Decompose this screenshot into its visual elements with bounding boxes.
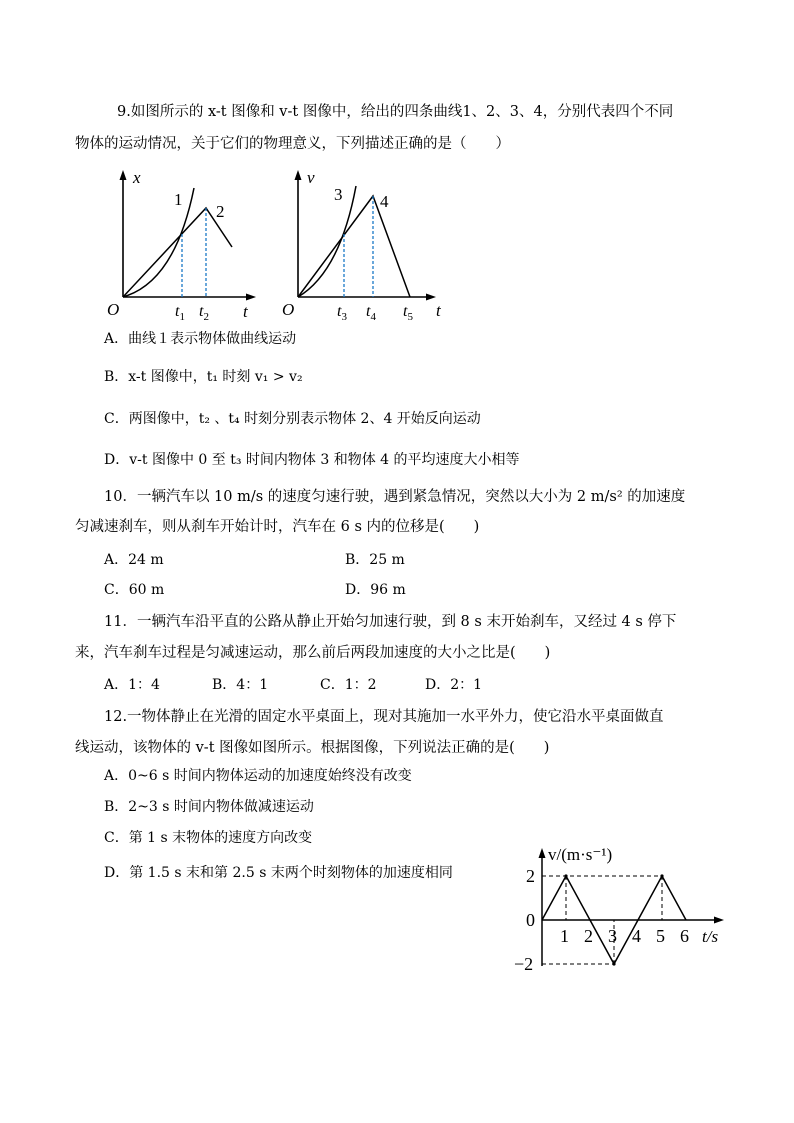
- tick-t5: $t_5$: [403, 303, 413, 323]
- y-tick--2: −2: [514, 954, 534, 974]
- y-tick-2: 2: [526, 866, 535, 886]
- q10-option-a: A．24 m: [104, 552, 164, 568]
- q11-stem-line1: 11．一辆汽车沿平直的公路从静止开始匀加速行驶，到 8 s 末开始刹车，又经过 4 s 停下: [104, 614, 677, 630]
- chart-y-label: v/(m·s⁻¹): [548, 845, 613, 864]
- chart-x-label: t/s: [702, 927, 719, 946]
- q9-stem-line2: 物体的运动情况，关于它们的物理意义，下列描述正确的是（ ）: [75, 136, 510, 152]
- q11-option-b: B．4：1: [212, 677, 269, 693]
- q11-option-c: C．1：2: [320, 677, 377, 693]
- q12-stem-line2: 线运动，该物体的 v-t 图像如图所示。根据图像，下列说法正确的是( ): [75, 740, 550, 756]
- x-tick-4: 4: [632, 926, 641, 946]
- curve-2-label: 2: [216, 202, 225, 221]
- q11-option-d: D．2：1: [425, 677, 483, 693]
- curve-1-label: 1: [174, 190, 183, 209]
- vt-origin-label: O: [282, 300, 295, 319]
- q12-option-d: D．第 1.5 s 末和第 2.5 s 末两个时刻物体的加速度相同: [104, 865, 453, 881]
- q10-stem-line1: 10．一辆汽车以 10 m/s 的速度匀速行驶，遇到紧急情况，突然以大小为 2 m/s² 的加速度: [104, 489, 686, 505]
- tick-t2: $t_2$: [199, 303, 209, 323]
- q9-option-b: B．x-t 图像中，t₁ 时刻 v₁ > v₂: [104, 369, 303, 385]
- x-tick-5: 5: [656, 926, 665, 946]
- tick-t1: $t_1$: [175, 303, 185, 323]
- curve-3-label: 3: [334, 185, 343, 204]
- x-tick-3: 3: [608, 926, 617, 946]
- x-tick-1: 1: [560, 926, 569, 946]
- q12-stem-line1: 12.一物体静止在光滑的固定水平桌面上，现对其施加一水平外力，使它沿水平桌面做直: [104, 709, 664, 725]
- vt-axis-x-label: t: [436, 301, 441, 320]
- q12-option-c: C．第 1 s 末物体的速度方向改变: [104, 830, 313, 846]
- tick-t4: $t_4$: [366, 303, 376, 323]
- q9-option-d: D．v-t 图像中 0 至 t₃ 时间内物体 3 和物体 4 的平均速度大小相等: [104, 452, 520, 468]
- xt-axis-y-label: x: [133, 168, 141, 187]
- x-tick-2: 2: [584, 926, 593, 946]
- q12-option-b: B．2~3 s 时间内物体做减速运动: [104, 799, 314, 815]
- q12-option-a: A．0~6 s 时间内物体运动的加速度始终没有改变: [104, 768, 412, 784]
- q9-option-c: C．两图像中，t₂ 、t₄ 时刻分别表示物体 2、4 开始反向运动: [104, 411, 481, 427]
- vt-point-5: [660, 874, 663, 877]
- x-tick-6: 6: [680, 926, 689, 946]
- q9-option-a: A．曲线１表示物体做曲线运动: [104, 331, 297, 347]
- q9-stem-line1: 9.如图所示的 x-t 图像和 v-t 图像中，给出的四条曲线1、2、3、4，分别代表四个不同: [117, 104, 674, 120]
- curve-4-label: 4: [380, 192, 389, 211]
- q10-option-d: D．96 m: [345, 582, 406, 598]
- q10-stem-line2: 匀减速刹车，则从刹车开始计时，汽车在 6 s 内的位移是( ): [75, 519, 480, 535]
- q11-stem-line2: 来，汽车刹车过程是匀减速运动，那么前后两段加速度的大小之比是( ): [75, 645, 551, 661]
- q10-option-c: C．60 m: [104, 582, 165, 598]
- xt-axis-x-label: t: [243, 302, 248, 321]
- q10-option-b: B．25 m: [345, 552, 405, 568]
- q11-option-a: A．1：4: [104, 677, 160, 693]
- tick-t3: $t_3$: [337, 303, 347, 323]
- y-tick-0: 0: [526, 910, 535, 930]
- vt-point-3: [612, 962, 615, 965]
- xt-origin-label: O: [107, 300, 120, 319]
- vt-axis-y-label: v: [307, 168, 315, 187]
